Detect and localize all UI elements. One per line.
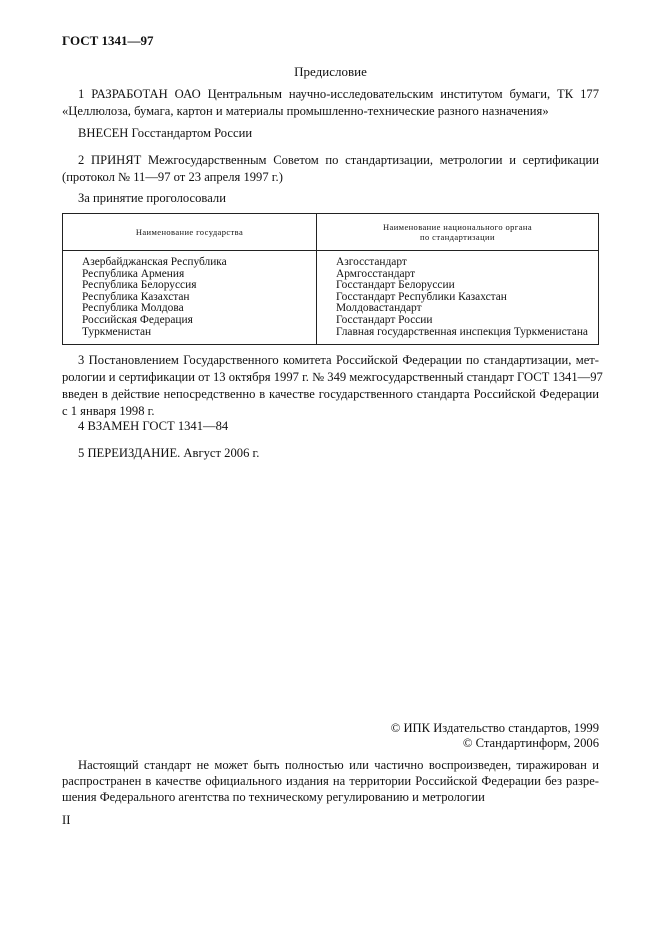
bodies-cell (317, 251, 599, 345)
column-header-national-body (317, 214, 599, 251)
state-item: Республика Казахстан (82, 290, 190, 303)
section-2-adopted (62, 152, 599, 186)
section-4-replaces (62, 418, 599, 435)
voting-states-table (62, 213, 599, 345)
section-3-line-2: рологии и сертификации от 13 октября 1997 г. № 349 межгосударственный стандарт ГОСТ 1341—97 (62, 370, 603, 384)
section-1-line-1: 1 РАЗРАБОТАН ОАО Центральным научно-исследовательским институтом бумаги, ТК 177 (78, 87, 599, 101)
section-3-line-4: с 1 января 1998 г. (62, 404, 155, 418)
notice-line-3: шения Федерального агентства по техническому регулированию и метрологии (62, 790, 485, 804)
page-title: Предисловие (294, 64, 367, 79)
table-header-row (63, 214, 599, 251)
body-item: Госстандарт Белоруссии (336, 279, 455, 292)
section-5-reissue (62, 445, 599, 462)
section-1-line-2: «Целлюлоза, бумага, картон и материалы промышленно-технические разного назначения» (62, 104, 549, 118)
notice-line-1: Настоящий стандарт не может быть полностью или частично воспроизведен, тиражирован и (78, 758, 599, 772)
section-2-line-1: 2 ПРИНЯТ Межгосударственным Советом по стандартизации, метрологии и сертификации (78, 153, 599, 167)
page-number: II (62, 813, 71, 827)
state-item: Республика Армения (82, 267, 185, 280)
body-item: Госстандарт России (336, 313, 433, 326)
body-item: Главная государственная инспекция Туркменистана (336, 325, 588, 338)
state-item: Российская Федерация (82, 313, 193, 326)
notice-line-2: распространен в качестве официального издания на территории Российской Федерации без разре- (62, 774, 599, 788)
section-4-text: 4 ВЗАМЕН ГОСТ 1341—84 (78, 419, 229, 433)
copyright-block (391, 721, 599, 751)
column-header-national-body-line-2: по стандартизации (420, 232, 495, 242)
table-row (63, 251, 599, 345)
states-cell (63, 251, 317, 345)
voted-label (62, 190, 599, 207)
section-3-line-1: 3 Постановлением Государственного комитета Российской Федерации по стандартизации, мет- (78, 353, 599, 367)
section-2-line-2: (протокол № 11—97 от 23 апреля 1997 г.) (62, 170, 283, 184)
document-code-header: ГОСТ 1341—97 (62, 33, 154, 48)
section-3-enacted (62, 352, 603, 420)
body-item: Госстандарт Республики Казахстан (336, 290, 507, 303)
copyright-line-2: © Стандартинформ, 2006 (462, 736, 599, 750)
body-item: Молдовастандарт (336, 302, 422, 315)
introduced-text: ВНЕСЕН Госстандартом России (78, 126, 253, 140)
section-5-text: 5 ПЕРЕИЗДАНИЕ. Август 2006 г. (78, 446, 260, 460)
section-1-developed (62, 86, 599, 120)
section-introduced (62, 125, 599, 142)
reproduction-notice (62, 757, 599, 805)
column-header-state: Наименование государства (63, 214, 317, 251)
body-item: Азгосстандарт (336, 256, 407, 268)
column-header-national-body-line-1: Наименование национального органа (383, 222, 532, 232)
state-item: Республика Молдова (82, 302, 184, 315)
state-item: Азербайджанская Республика (82, 256, 227, 268)
voted-text: За принятие проголосовали (78, 191, 226, 205)
body-item: Армгосстандарт (336, 267, 416, 280)
copyright-line-1: © ИПК Издательство стандартов, 1999 (390, 721, 599, 735)
state-item: Туркменистан (82, 325, 152, 338)
section-3-line-3: введен в действие непосредственно в качестве государственного стандарта Российской Федерации (62, 387, 599, 401)
state-item: Республика Белоруссия (82, 279, 197, 292)
